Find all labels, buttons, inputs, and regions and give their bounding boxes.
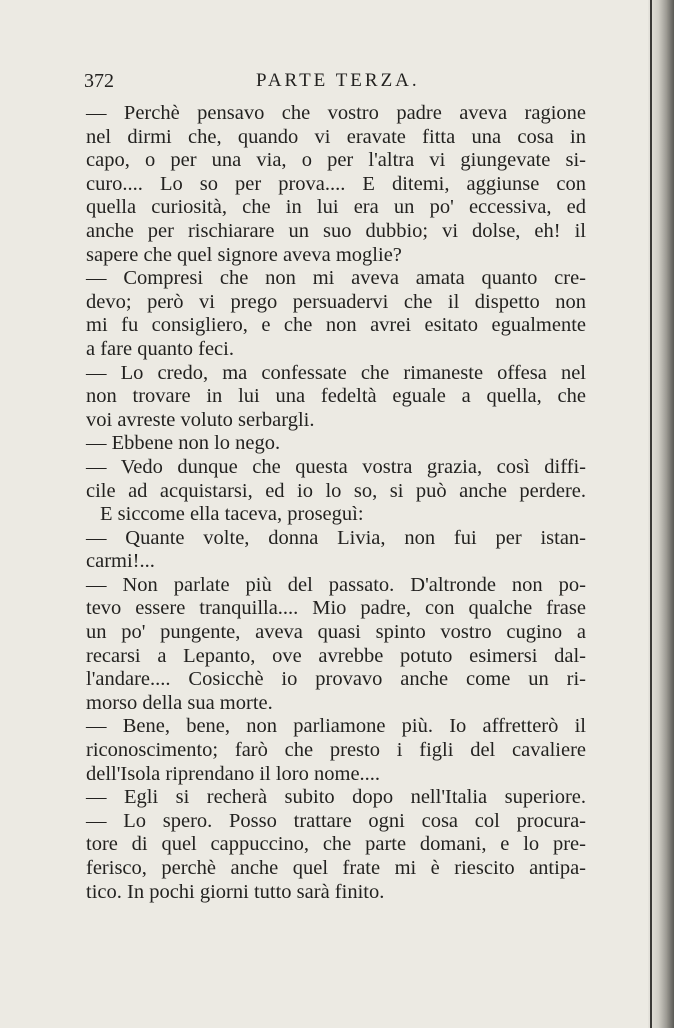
text-line: tore di quel cappuccino, che parte domani, e lo pre-	[86, 833, 586, 856]
text-line: — Non parlate più del passato. D'altronde non po-	[86, 573, 586, 596]
text-line: ferisco, perchè anche quel frate mi è riescito antipa-	[86, 857, 586, 879]
text-line: devo; però vi prego persuadervi che il dispetto non	[86, 290, 586, 313]
text-line: mi fu consigliero, e che non avrei esitato egualmente	[86, 314, 586, 337]
text-line: — Vedo dunque che questa vostra grazia, così diffi-	[86, 455, 586, 478]
text-line: nel dirmi che, quando vi eravate fitta una cosa in	[86, 125, 586, 148]
page-number: 372	[84, 70, 114, 92]
text-line: tico. In pochi giorni tutto sarà finito.	[86, 880, 385, 903]
text-line: — Ebbene non lo nego.	[86, 432, 281, 455]
text-line: sapere che quel signore aveva moglie?	[86, 243, 402, 266]
text-line: dell'Isola riprendano il loro nome....	[86, 762, 381, 785]
text-line: curo.... Lo so per prova.... E ditemi, aggiunse con	[86, 172, 586, 195]
page-header	[84, 70, 584, 94]
text-line: E siccome ella taceva, proseguì:	[100, 503, 364, 526]
text-line: morso della sua morte.	[86, 691, 273, 714]
text-line: — Lo credo, ma confessate che rimaneste offesa nel	[86, 361, 586, 384]
text-line: riconoscimento; farò che presto i figli del cavaliere	[86, 739, 586, 762]
text-line: quella curiosità, che in lui era un po' eccessiva, ed	[86, 196, 586, 219]
text-line: voi avreste voluto serbargli.	[86, 408, 315, 431]
text-line: a fare quanto feci.	[86, 337, 234, 360]
text-line: anche per rischiarare un suo dubbio; vi dolse, eh! il	[86, 219, 586, 242]
text-line: cile ad acquistarsi, ed io lo so, si può anche perdere.	[86, 479, 586, 502]
text-line: recarsi a Lepanto, ove avrebbe potuto esimersi dal-	[86, 644, 586, 667]
text-line: — Egli si recherà subito dopo nell'Italia superiore.	[86, 786, 586, 809]
text-line: carmi!...	[86, 550, 155, 573]
text-line: tevo essere tranquilla.... Mio padre, con qualche frase	[86, 597, 586, 620]
running-title: PARTE TERZA.	[256, 70, 420, 91]
text-line: l'andare.... Cosicchè io provavo anche come un ri-	[86, 668, 586, 691]
text-line: — Quante volte, donna Livia, non fui per istan-	[86, 526, 586, 549]
text-line: — Lo spero. Posso trattare ogni cosa col procura-	[86, 809, 586, 832]
body-text	[86, 102, 586, 904]
text-line: non trovare in lui una fedeltà eguale a quella, che	[86, 385, 586, 408]
text-line: — Perchè pensavo che vostro padre aveva ragione	[86, 102, 586, 124]
page-edge-line	[650, 0, 652, 1028]
text-line: un po' pungente, aveva quasi spinto vostro cugino a	[86, 621, 586, 644]
text-line: — Compresi che non mi aveva amata quanto cre-	[86, 267, 586, 290]
text-line: capo, o per una via, o per l'altra vi giungevate si-	[86, 149, 586, 172]
text-line: — Bene, bene, non parliamone più. Io affretterò il	[86, 715, 586, 738]
